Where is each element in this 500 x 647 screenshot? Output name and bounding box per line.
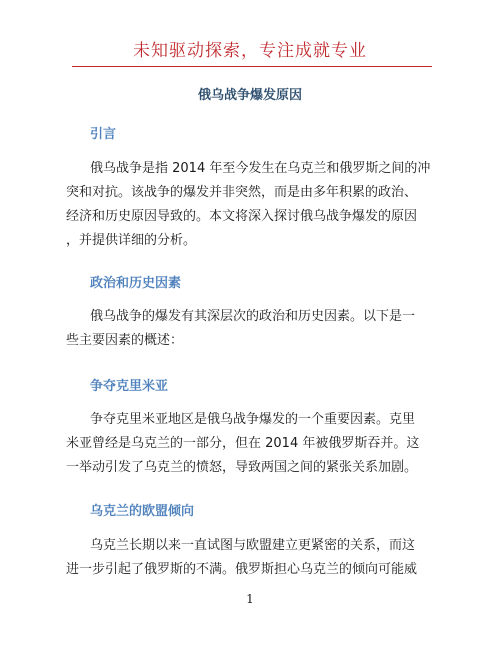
paragraph-line: 米亚曾经是乌克兰的一部分，但在 2014 年被俄罗斯吞并。这 [66, 436, 420, 451]
header-banner: 未知驱动探索，专注成就专业 [133, 41, 367, 61]
paragraph-line: 俄乌战争是指 2014 年至今发生在乌克兰和俄罗斯之间的冲 [90, 161, 431, 176]
page-number: 1 [246, 592, 254, 606]
paragraph-line: 一举动引发了乌克兰的愤怒，导致两国之间的紧张关系加剧。 [66, 460, 418, 475]
section-paragraph-crimea [66, 408, 436, 480]
section-paragraph-eu-orientation [66, 534, 436, 582]
section-heading-intro: 引言 [90, 127, 117, 142]
section-paragraph-intro [66, 157, 436, 253]
section-heading-eu-orientation: 乌克兰的欧盟倾向 [90, 504, 195, 519]
section-paragraph-political-history [66, 305, 436, 353]
paragraph-line: 争夺克里米亚地区是俄乌战争爆发的一个重要因素。克里 [90, 412, 416, 427]
paragraph-line: 进一步引起了俄罗斯的不满。俄罗斯担心乌克兰的倾向可能威 [66, 562, 418, 577]
section-heading-crimea: 争夺克里米亚 [90, 379, 169, 394]
paragraph-line: ，并提供详细的分析。 [66, 233, 197, 248]
section-heading-political-history: 政治和历史因素 [90, 276, 182, 291]
paragraph-line: 些主要因素的概述： [66, 333, 184, 348]
paragraph-line: 突和对抗。该战争的爆发并非突然，而是由多年积累的政治、 [66, 185, 418, 200]
document-title: 俄乌战争爆发原因 [197, 88, 302, 103]
paragraph-line: 俄乌战争的爆发有其深层次的政治和历史因素。以下是一 [90, 309, 416, 324]
paragraph-line: 乌克兰长期以来一直试图与欧盟建立更紧密的关系，而这 [90, 538, 416, 553]
paragraph-line: 经济和历史原因导致的。本文将深入探讨俄乌战争爆发的原因 [66, 209, 418, 224]
header-divider [72, 66, 432, 67]
